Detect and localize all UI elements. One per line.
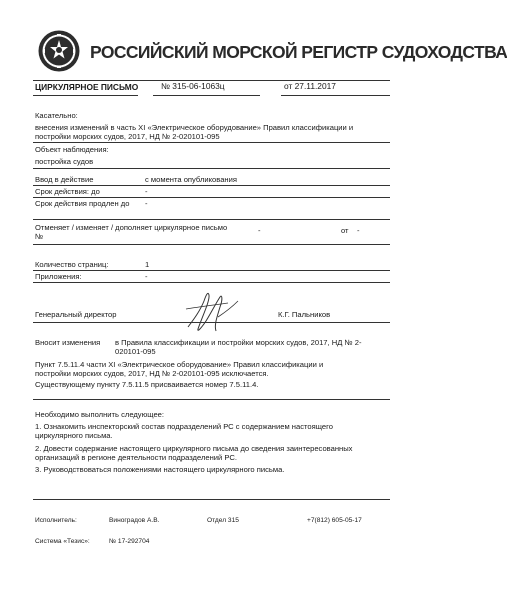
system-label: Система «Тезис»: xyxy=(35,538,90,545)
extended-value: - xyxy=(145,199,148,208)
object-value: постройка судов xyxy=(35,157,94,166)
signer-title: Генеральный директор xyxy=(35,310,117,319)
cancels-label: Отменяет / изменяет / дополняет циркулярное письмо № xyxy=(35,223,228,242)
changes-label: Вносит изменения xyxy=(35,338,101,347)
pages-label: Количество страниц: xyxy=(35,260,109,269)
changes-body-line2: постройки морских судов, 2017, НД № 2-020101-095 исключается. xyxy=(35,369,269,378)
cancels-from-value: - xyxy=(357,226,360,235)
actions-intro: Необходимо выполнить следующее: xyxy=(35,410,165,419)
attachments-value: - xyxy=(145,272,148,281)
subject-label: Касательно: xyxy=(35,111,78,120)
executor-label: Исполнитель: xyxy=(35,517,77,524)
validity-value: - xyxy=(145,187,148,196)
changes-body-line3: Существующему пункту 7.5.11.5 присваивается номер 7.5.11.4. xyxy=(35,380,259,389)
organization-name: РОССИЙСКИЙ МОРСКОЙ РЕГИСТР СУДОХОДСТВА xyxy=(90,42,507,62)
subject-text: внесения изменений в часть XI «Электрическое оборудование» Правил классификации и постройки морских судов, 2017, НД № 2-020101-095 xyxy=(35,123,354,142)
action-item-1: 1. Ознакомить инспекторский состав подразделений РС с содержанием настоящего циркулярного письма. xyxy=(35,422,333,441)
system-number: № 17-292704 xyxy=(109,538,150,545)
attachments-label: Приложения: xyxy=(35,272,82,281)
pages-value: 1 xyxy=(145,260,150,269)
changes-target: в Правила классификации и постройки морских судов, 2017, НД № 2-020101-095 xyxy=(115,338,362,357)
validity-label: Срок действия: до xyxy=(35,187,100,196)
department: Отдел 315 xyxy=(207,517,239,524)
signature-image xyxy=(178,287,244,335)
phone: +7(812) 605-05-17 xyxy=(307,517,362,524)
cancels-value: - xyxy=(258,226,261,235)
executor-name: Виноградов А.В. xyxy=(109,517,160,524)
rs-logo xyxy=(37,29,81,73)
effective-label: Ввод в действие xyxy=(35,175,94,184)
letter-date: от 27.11.2017 xyxy=(284,81,336,91)
extended-label: Срок действия продлен до xyxy=(35,199,130,208)
effective-value: с момента опубликования xyxy=(145,175,237,184)
changes-body-line1: Пункт 7.5.11.4 части XI «Электрическое оборудование» Правил классификации и xyxy=(35,360,324,369)
letter-type: ЦИРКУЛЯРНОЕ ПИСЬМО xyxy=(35,82,139,92)
cancels-from-label: от xyxy=(341,226,349,235)
signer-name: К.Г. Пальников xyxy=(278,310,331,319)
action-item-3: 3. Руководствоваться положениями настоящего циркулярного письма. xyxy=(35,465,285,474)
letter-number: № 315-06-1063ц xyxy=(161,81,225,91)
action-item-2: 2. Довести содержание настоящего циркулярного письма до сведения заинтересованных организаций в регионе деятельности подразделений РС. xyxy=(35,444,353,463)
object-label: Объект наблюдения: xyxy=(35,145,109,154)
